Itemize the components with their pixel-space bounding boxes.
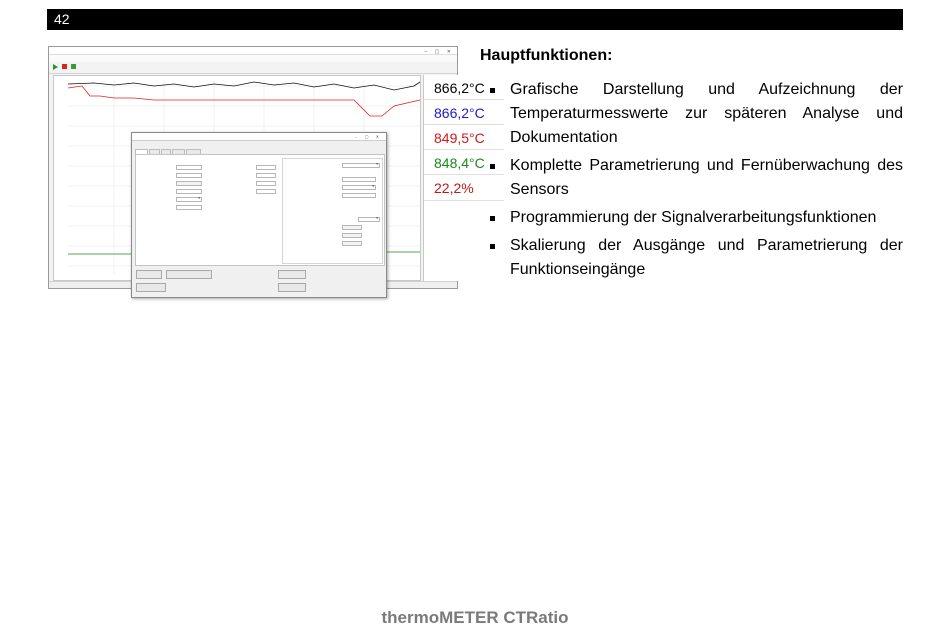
feature-list bbox=[490, 78, 903, 286]
dialog-button-4[interactable] bbox=[278, 270, 306, 279]
value-1: 866,2°C bbox=[434, 80, 485, 96]
value-4: 848,4°C bbox=[434, 155, 485, 171]
screenshot-toolbar bbox=[49, 62, 457, 74]
dialog-field-7[interactable] bbox=[256, 165, 276, 170]
screenshot-menu-bar bbox=[49, 55, 457, 62]
dialog-window-controls: – ▢ ✕ bbox=[355, 134, 382, 139]
feature-text: Programmierung der Signalverarbeitungsfunktionen bbox=[510, 209, 877, 226]
dialog-field-4[interactable] bbox=[176, 189, 202, 194]
software-screenshot bbox=[48, 46, 485, 289]
dialog-field-1[interactable] bbox=[176, 165, 202, 170]
section-heading: Hauptfunktionen: bbox=[480, 47, 613, 64]
feature-text: Skalierung der Ausgänge und Parametrierung der Funktionseingänge bbox=[510, 237, 903, 278]
feature-text: Grafische Darstellung und Aufzeichnung der Temperaturmesswerte zur späteren Analyse und Dokumentation bbox=[510, 81, 903, 146]
dialog-title-bar bbox=[132, 133, 386, 141]
play-icon bbox=[53, 64, 58, 70]
bullet-icon bbox=[490, 244, 495, 249]
feature-item bbox=[490, 78, 903, 150]
dialog-field-8[interactable] bbox=[256, 173, 276, 178]
feature-item bbox=[490, 206, 903, 230]
dialog-field-10[interactable] bbox=[256, 189, 276, 194]
dialog-field-6[interactable] bbox=[176, 205, 202, 210]
dialog-right-field-7[interactable] bbox=[342, 233, 362, 238]
dialog-right-field-3[interactable] bbox=[342, 185, 376, 190]
value-3: 849,5°C bbox=[434, 130, 485, 146]
feature-item bbox=[490, 154, 903, 202]
dialog-panel bbox=[135, 154, 385, 266]
page-number: 42 bbox=[54, 11, 70, 27]
feature-text: Komplette Parametrierung und Fernüberwachung des Sensors bbox=[510, 157, 903, 198]
bullet-icon bbox=[490, 216, 495, 221]
dialog-field-3[interactable] bbox=[176, 181, 202, 186]
screenshot-title-bar bbox=[49, 47, 457, 55]
settings-dialog bbox=[131, 132, 387, 298]
value-2: 866,2°C bbox=[434, 105, 485, 121]
dialog-field-2[interactable] bbox=[176, 173, 202, 178]
dialog-field-5[interactable] bbox=[176, 197, 202, 202]
dialog-button-1[interactable] bbox=[136, 270, 162, 279]
page-header-bar bbox=[47, 9, 903, 30]
dialog-right-field-1[interactable] bbox=[342, 163, 380, 168]
dialog-right-field-5[interactable] bbox=[358, 217, 380, 222]
dialog-right-field-8[interactable] bbox=[342, 241, 362, 246]
dialog-right-group bbox=[282, 158, 383, 264]
dialog-right-field-2[interactable] bbox=[342, 177, 376, 182]
feature-item bbox=[490, 234, 903, 282]
footer-product-name: thermoMETER CTRatio bbox=[381, 608, 569, 627]
dialog-right-field-4[interactable] bbox=[342, 193, 376, 198]
bullet-icon bbox=[490, 164, 495, 169]
dialog-button-2[interactable] bbox=[166, 270, 212, 279]
value-5: 22,2% bbox=[434, 180, 474, 196]
window-controls: – ▢ ✕ bbox=[424, 49, 454, 55]
stop-icon bbox=[62, 64, 67, 69]
dialog-button-3[interactable] bbox=[136, 283, 166, 292]
dialog-field-9[interactable] bbox=[256, 181, 276, 186]
dialog-button-5[interactable] bbox=[278, 283, 306, 292]
record-icon bbox=[71, 64, 76, 69]
dialog-right-field-6[interactable] bbox=[342, 225, 362, 230]
bullet-icon bbox=[490, 88, 495, 93]
